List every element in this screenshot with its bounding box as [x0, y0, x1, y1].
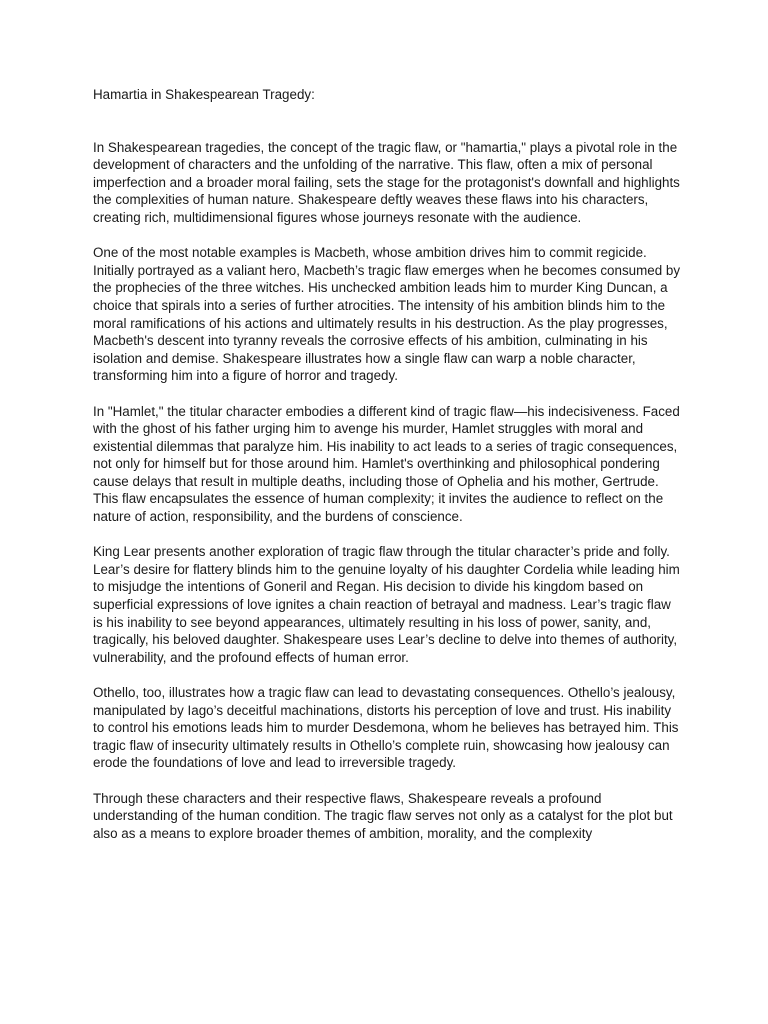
document-title: Hamartia in Shakespearean Tragedy: — [93, 87, 315, 102]
paragraph-king-lear: King Lear presents another exploration of tragic flaw through the titular character’s pride and folly. Lear’s desire for flattery blinds him to the genuine loyalty of his daughter Cordelia while leading him to misjudge the intentions of Goneril and Regan. His decision to divide his kingdom based on superficial expressions of love ignites a chain reaction of betrayal and madness. Lear’s tragic flaw is his inability to see beyond appearances, ultimately resulting in his loss of power, sanity, and, tragically, his beloved daughter. Shakespeare uses Lear’s decline to delve into themes of authority, vulnerability, and the profound effects of human error. — [93, 544, 680, 665]
paragraph-intro: In Shakespearean tragedies, the concept of the tragic flaw, or "hamartia," plays a pivotal role in the development of characters and the unfolding of the narrative. This flaw, often a mix of personal imperfection and a broader moral failing, sets the stage for the protagonist's downfall and highlights the complexities of human nature. Shakespeare deftly weaves these flaws into his characters, creating rich, multidimensional figures whose journeys resonate with the audience. — [93, 139, 680, 225]
paragraph-hamlet: In "Hamlet," the titular character embodies a different kind of tragic flaw—his indecisiveness. Faced with the ghost of his father urging him to avenge his murder, Hamlet struggles with moral and existential dilemmas that paralyze him. His inability to act leads to a series of tragic consequences, not only for himself but for those around him. Hamlet's overthinking and philosophical pondering cause delays that result in multiple deaths, including those of Ophelia and his mother, Gertrude. This flaw encapsulates the essence of human complexity; it invites the audience to reflect on the nature of action, responsibility, and the burdens of conscience. — [93, 403, 680, 525]
paragraph-conclusion: Through these characters and their respective flaws, Shakespeare reveals a profound understanding of the human condition. The tragic flaw serves not only as a catalyst for the plot but also as a means to explore broader themes of ambition, morality, and the complexity — [93, 790, 673, 841]
paragraph-othello: Othello, too, illustrates how a tragic flaw can lead to devastating consequences. Othello’s jealousy, manipulated by Iago’s deceitful machinations, distorts his perception of love and trust. His inability to control his emotions leads him to murder Desdemona, whom he believes has betrayed him. This tragic flaw of insecurity ultimately results in Othello’s complete ruin, showcasing how jealousy can erode the foundations of love and lead to irreversible tragedy. — [93, 685, 679, 771]
document-body — [93, 86, 681, 860]
paragraph-macbeth: One of the most notable examples is Macbeth, whose ambition drives him to commit regicide. Initially portrayed as a valiant hero, Macbeth’s tragic flaw emerges when he becomes consumed by the prophecies of the three witches. His unchecked ambition leads him to murder King Duncan, a choice that spirals into a series of further atrocities. The intensity of his ambition blinds him to the moral ramifications of his actions and ultimately results in his destruction. As the play progresses, Macbeth's descent into tyranny reveals the corrosive effects of his ambition, culminating in his isolation and demise. Shakespeare illustrates how a single flaw can warp a noble character, transforming him into a figure of horror and tragedy. — [93, 245, 681, 384]
